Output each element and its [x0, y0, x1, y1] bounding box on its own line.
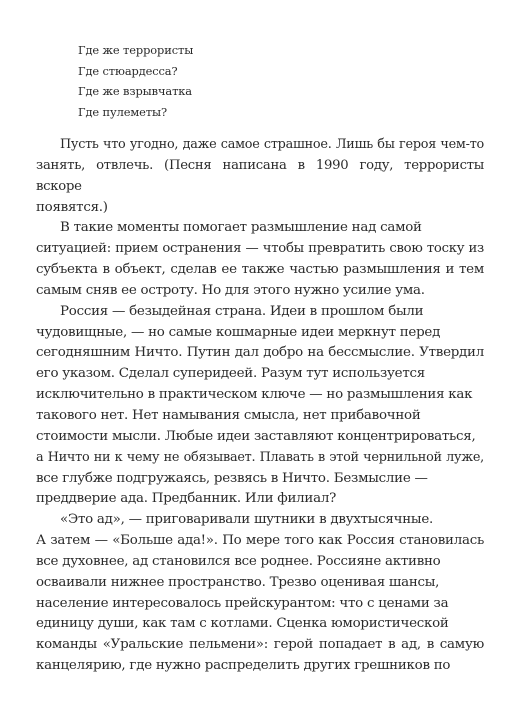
- epigraph-line: Где же террористы: [78, 43, 194, 57]
- text-line: Россия — безыдейная страна. Идеи в прошлом были: [60, 303, 424, 319]
- text-line: канцелярию, где нужно распределить других грешников по: [36, 658, 451, 674]
- epigraph-line: Где же взрывчатка: [78, 84, 192, 98]
- text-line: сегодняшним Ничто. Путин дал добро на бессмыслие. Утвердил: [36, 345, 484, 361]
- text-line: Пусть что угодно, даже самое страшное. Лишь бы героя чем-то: [60, 137, 484, 152]
- text-line: все глубже подгружаясь, резвясь в Ничто. Безмыслие —: [36, 470, 428, 486]
- text-line: команды «Уральские пельмени»: герой попадает в ад, в самую: [36, 637, 484, 653]
- text-line: преддверие ада. Предбанник. Или филиал?: [36, 491, 337, 507]
- text-line: такового нет. Нет намывания смысла, нет прибавочной: [36, 407, 421, 423]
- text-line: а Ничто ни к чему не обязывает. Плавать в этой чернильной луже,: [36, 449, 484, 465]
- text-line: осваивали нижнее пространство. Трезво оценивая шансы,: [36, 574, 440, 590]
- text-line: чудовищные, — но самые кошмарные идеи меркнут перед: [36, 324, 441, 340]
- text-line: самым сняв ее остроту. Но для этого нужно усилие ума.: [36, 282, 425, 298]
- text-line: ситуацией: прием остранения — чтобы превратить свою тоску из: [36, 241, 484, 257]
- text-line: единицу души, как там с котлами. Сценка юмористической: [36, 616, 449, 632]
- text-line: все духовнее, ад становился все роднее. Россияне активно: [36, 553, 441, 569]
- epigraph-line: Где пулеметы?: [78, 104, 167, 119]
- text-line: занять, отвлечь. (Песня написана в 1990 году, террористы вскоре: [36, 157, 484, 194]
- text-line: его указом. Сделал суперидеей. Разум тут используется: [36, 366, 425, 382]
- body-text: [36, 135, 484, 677]
- text-line: субъекта в объект, сделав ее также частью размышления и тем: [36, 262, 484, 278]
- text-line: стоимости мысли. Любые идеи заставляют концентрироваться,: [36, 428, 476, 444]
- text-line: появятся.): [36, 199, 108, 215]
- text-line: исключительно в практическом ключе — но размышления как: [36, 387, 473, 403]
- text-line: «Это ад», — приговаривали шутники в двухтысячные.: [60, 512, 433, 528]
- epigraph-poem: [78, 40, 193, 122]
- text-line: население интересовалось прейскурантом: что с ценами за: [36, 595, 449, 611]
- text-line: А затем — «Больше ада!». По мере того как Россия становилась: [36, 533, 484, 549]
- text-line: В такие моменты помогает размышление над самой: [60, 220, 422, 236]
- epigraph-line: Где стюардесса?: [78, 63, 178, 78]
